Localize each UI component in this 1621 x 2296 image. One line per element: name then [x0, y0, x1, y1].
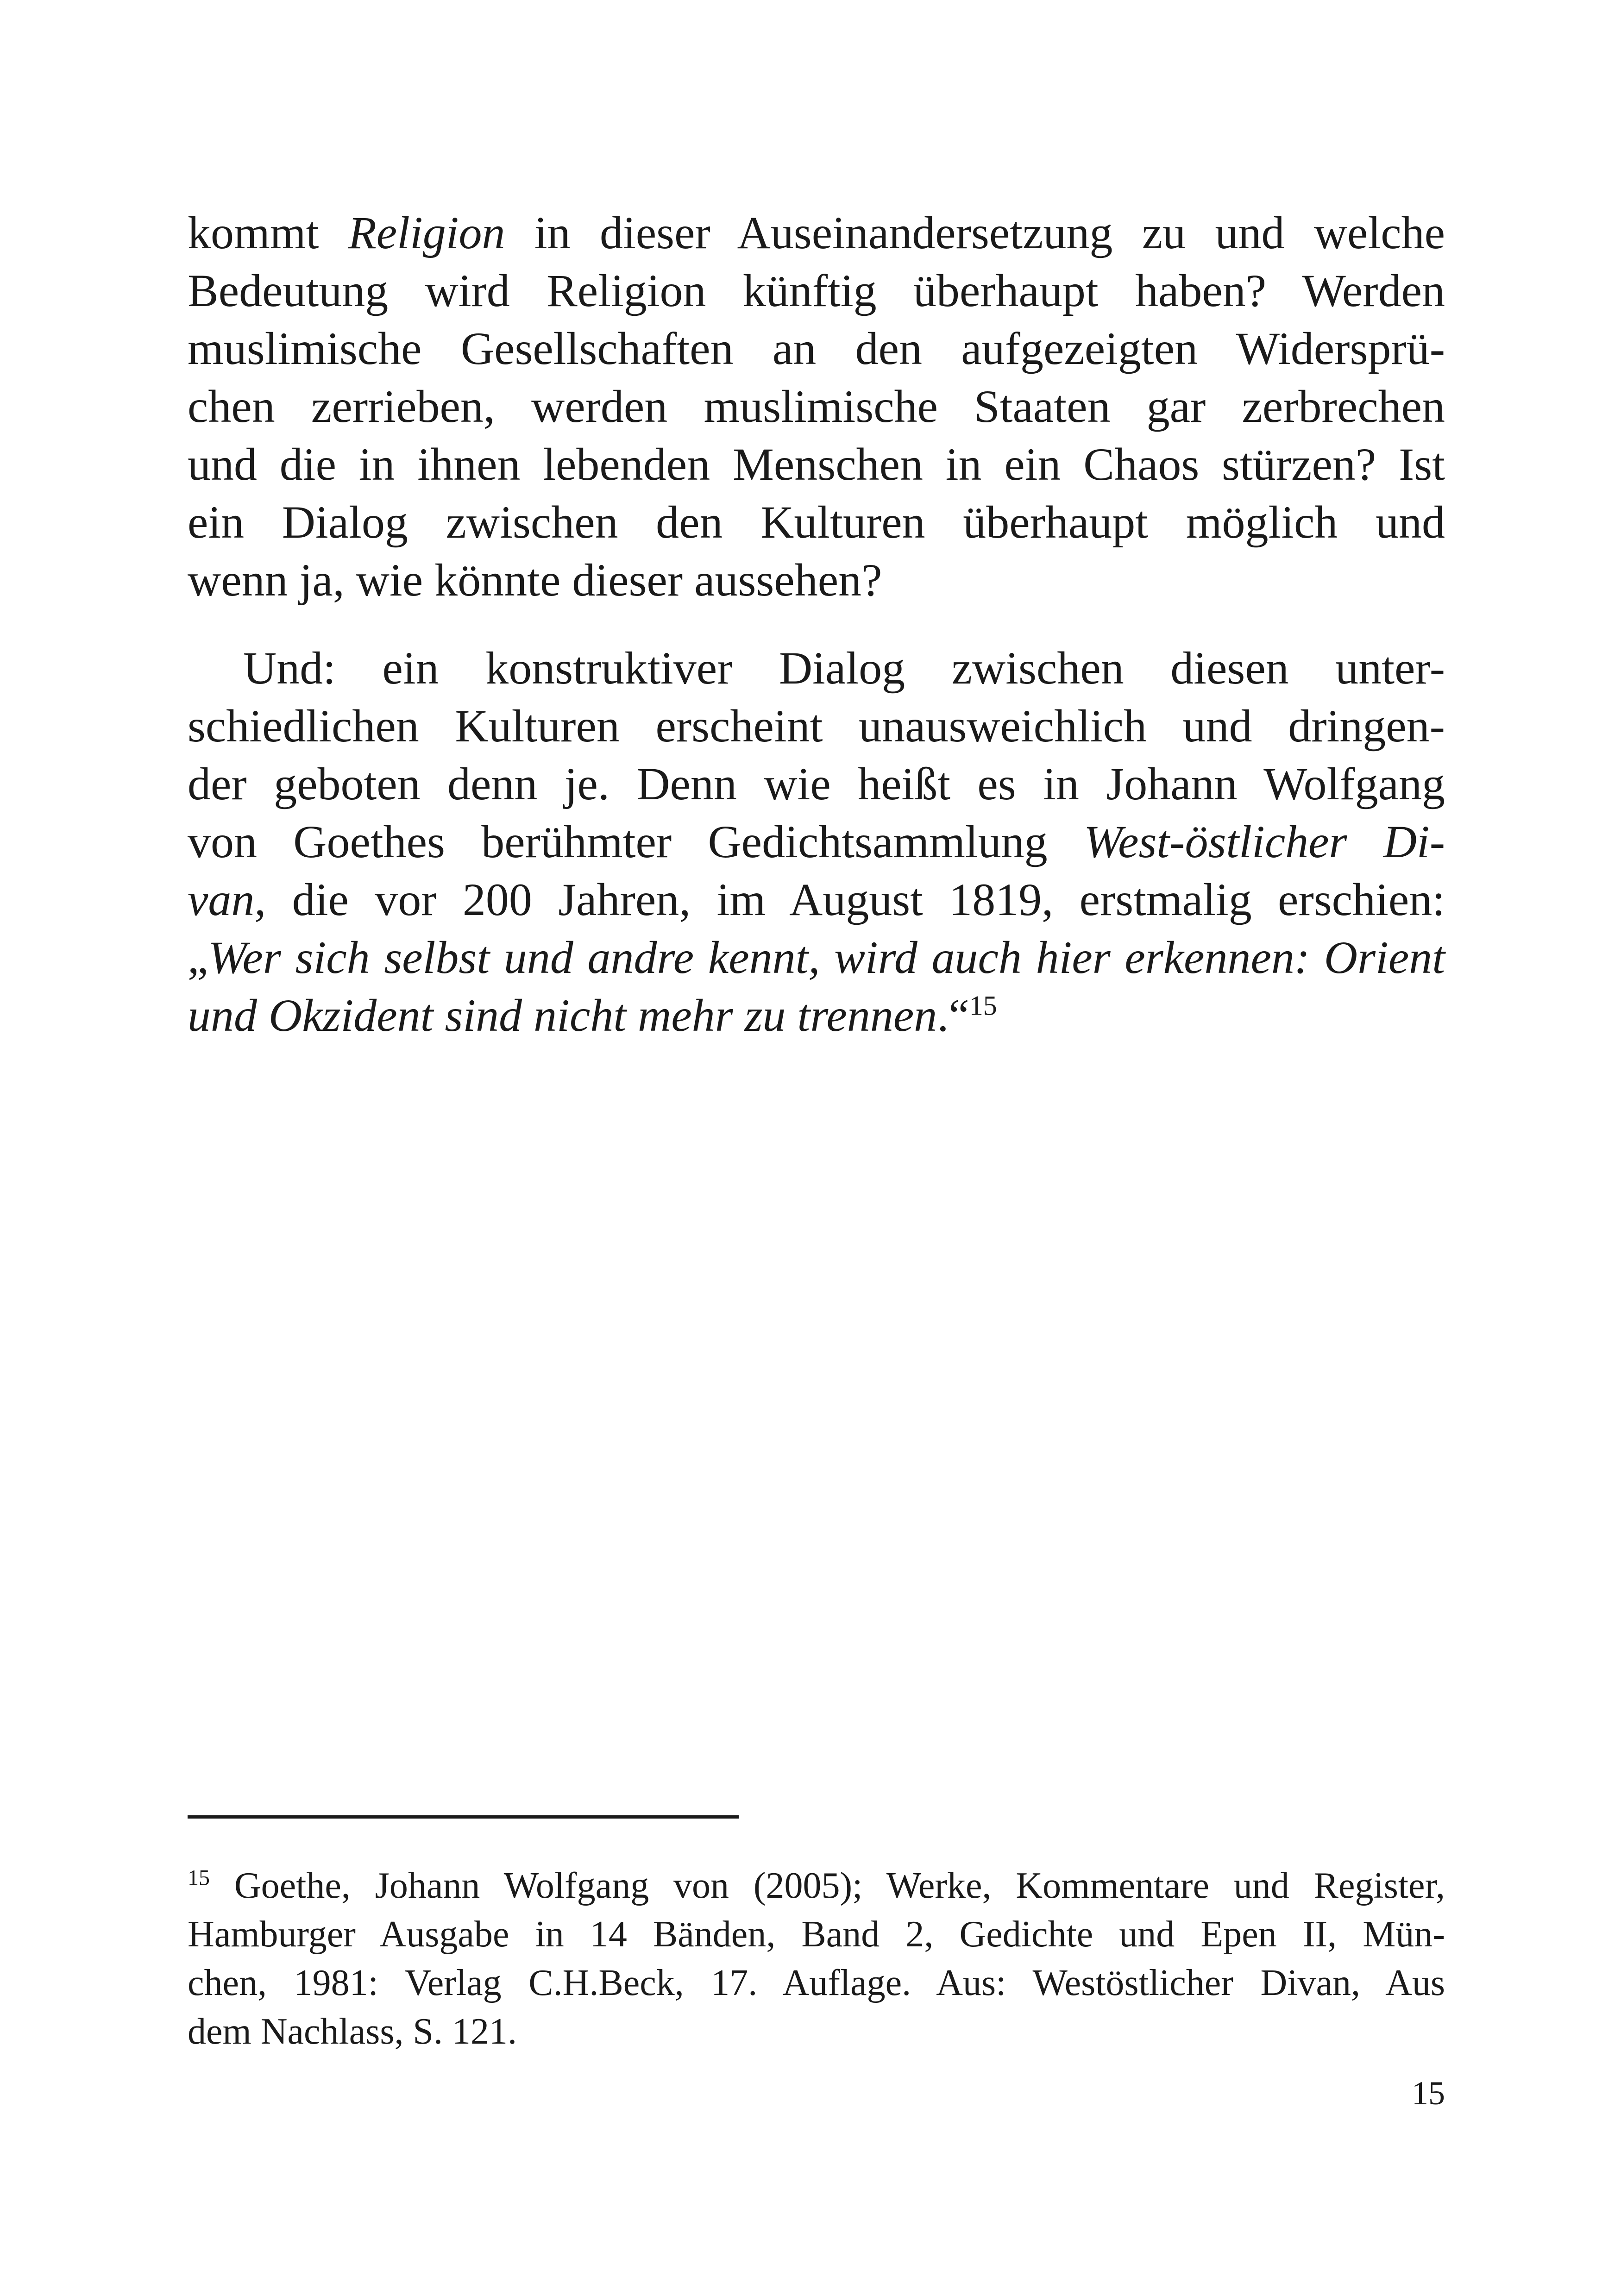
paragraph-2	[188, 639, 1445, 1044]
text-line: Bedeutung wird Religion künftig überhaupt haben? Werden	[188, 265, 1445, 316]
text-line: kommt Religion in dieser Auseinandersetzung zu und welche	[188, 207, 1445, 258]
text-line: Und: ein konstruktiver Dialog zwischen diesen unter-	[243, 642, 1445, 694]
footnote-reference: 15	[969, 990, 997, 1021]
paragraph-1	[188, 204, 1445, 609]
footnote-number: 15	[188, 1865, 210, 1890]
footnote-text: chen, 1981: Verlag C.H.Beck, 17. Auflage. Aus: Westöstlicher Divan, Aus	[188, 1963, 1445, 2003]
text-line: „Wer sich selbst und andre kennt, wird auch hier erkennen: Orient	[188, 932, 1445, 983]
text-line: chen zerrieben, werden muslimische Staaten gar zerbrechen	[188, 381, 1445, 432]
footnote-15	[188, 1862, 1445, 2056]
text-line: von Goethes berühmter Gedichtsammlung West-östlicher Di-	[188, 816, 1445, 867]
footnote-text: Hamburger Ausgabe in 14 Bänden, Band 2, Gedichte und Epen II, Mün-	[188, 1914, 1445, 1955]
footnote-line	[188, 1910, 1445, 1959]
footnote-line	[188, 1862, 1445, 1910]
footnote-line	[188, 1959, 1445, 2007]
footnote-separator	[188, 1815, 739, 1819]
italic-text: West-östlicher Di-	[1083, 816, 1445, 867]
footnote-text: dem Nachlass, S. 121.	[188, 2011, 517, 2052]
text-line: van, die vor 200 Jahren, im August 1819, erstmalig erschien:	[188, 874, 1445, 925]
text-line: und die in ihnen lebenden Menschen in ein Chaos stürzen? Ist	[188, 439, 1445, 490]
footnote-text: Goethe, Johann Wolfgang von (2005); Werke, Kommentare und Register,	[234, 1865, 1445, 1906]
italic-text: Wer sich selbst und andre kennt, wird auch hier erkennen: Orient	[208, 932, 1445, 983]
text-line: wenn ja, wie könnte dieser aussehen?	[188, 554, 882, 606]
italic-text: und Okzident sind nicht mehr zu trennen	[188, 990, 937, 1041]
text-line: schiedlichen Kulturen erscheint unausweichlich und dringen-	[188, 700, 1445, 752]
text-line: und Okzident sind nicht mehr zu trennen.“$^{15}$	[188, 990, 997, 1041]
italic-text: van	[188, 874, 255, 925]
text-line: ein Dialog zwischen den Kulturen überhaupt möglich und	[188, 496, 1445, 548]
text-line: der geboten denn je. Denn wie heißt es in Johann Wolfgang	[188, 758, 1445, 809]
page-number: 15	[1412, 2075, 1445, 2112]
italic-text: Religion	[348, 207, 505, 258]
text-line: muslimische Gesellschaften an den aufgezeigten Widersprü-	[188, 323, 1445, 374]
footnote-line	[188, 2007, 1445, 2056]
